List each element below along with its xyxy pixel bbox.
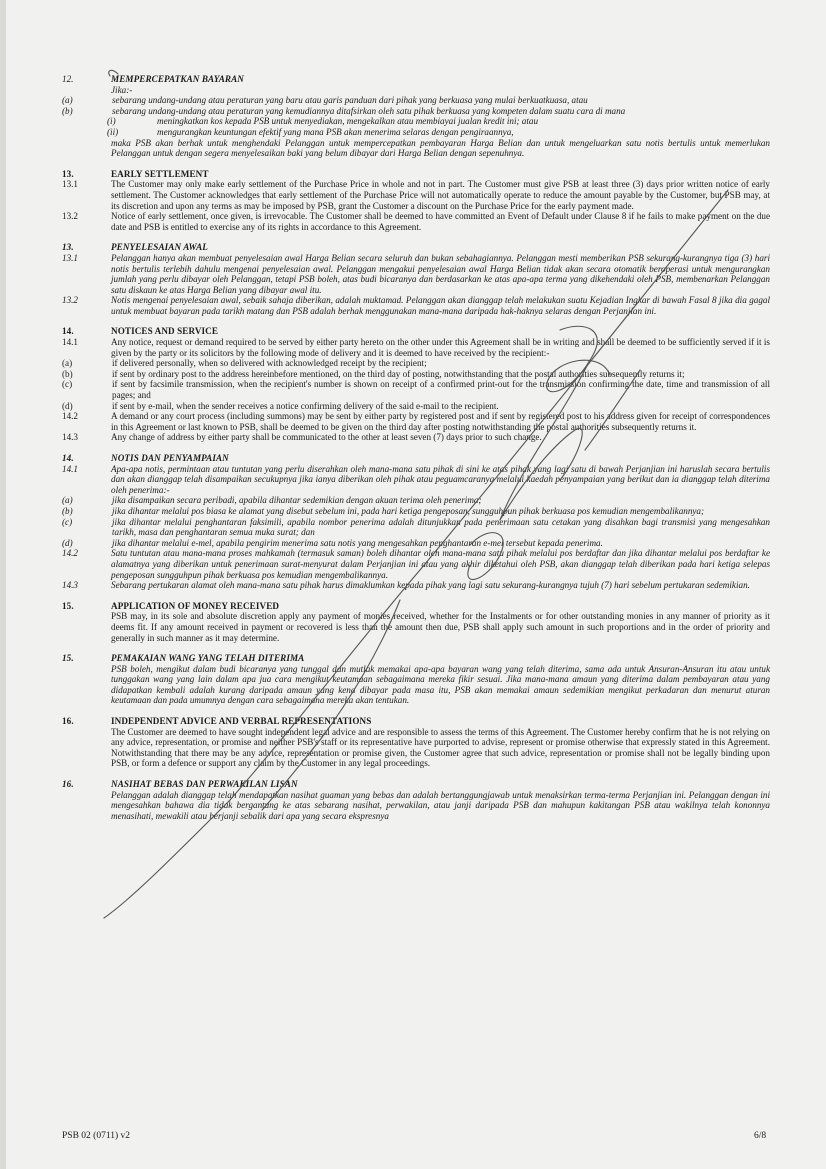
para-text: PSB boleh, mengikut dalam budi bicaranya yang tunggal dan mutlak memakai apa-apa bayaran wang yang telah diterima, sama ada untuk Ansuran-Ansuran itu atau untuk tunggakan wang yang lain dalam apa jua cara mengikut keutamaan sebagaimana mereka fikir sesuai. Jika mana-mana amaun yang diterima dalam pembayaran atau yang didapatkan kembali adalah kurang daripada amaun yang kena dibayar pada masa itu, PSB akan memakai amaun sedemikian mengikut perkadaran dan menurut aturan keutamaan dan pada umumnya dengan cara sebagaimana mereka akan tentukan. [111,663,770,706]
clause-title: PENYELESAIAN AWAL [111,242,208,253]
para-number: 14.1 [62,463,78,474]
para-text: Any notice, request or demand required to be served by either party hereto on the other under this Agreement shall be in writing and shall be deemed to be sufficiently served if it is given by the party or its solicitors by the following mode of delivery and it is deemed to have received by the recipient:- [111,337,770,358]
para-number: 14.2 [62,411,78,422]
clause-title: MEMPERCEPATKAN BAYARAN [111,74,244,84]
para-number: 14.3 [62,580,78,591]
clause-number: 15. [62,653,74,664]
clause-13-malay [62,242,770,316]
clause-14-english [62,326,770,443]
para-number: 14.2 [62,548,78,559]
para-text: Pelanggan hanya akan membuat penyelesaian awal Harga Belian secara seluruh dan bukan sebahagiannya. Pelanggan mesti memberikan PSB sekurang-kurangnya tiga (3) hari notis bertulis terlebih dahulu mengenai penyelesaian awal. Pelanggan mengakui penyelesaian awal Harga Belian tidak akan secara otomatik beroperasi untuk mengurangkan jumlah yang perlu dibayar oleh Pelanggan, tetapi PSB boleh, atas budi bicaranya dan berdasarkan ke atas apa-apa terma yang dikehendaki oleh PSB, membenarkan Pelanggan satu diskaun ke atas Harga Belian yang dibayar awal itu. [111,252,770,295]
item-text: if sent by facsimile transmission, when the recipient's number is shown on receipt of a confirmed print-out for the transmission confirming the date, time and transmission of all pages; and [112,379,770,401]
clause-title: EARLY SETTLEMENT [111,168,209,179]
clause-12-malay [62,74,770,159]
item-text: if delivered personally, when so delivered with acknowledged receipt by the recipient; [112,358,427,369]
item-label: (d) [62,537,73,548]
clause-16-english [62,716,770,769]
item-text: if sent by ordinary post to the address hereinbefore mentioned, on the third day of posting, notwithstanding that the postal authorities subsequently returns it; [112,368,685,379]
item-label: (b) [62,368,73,379]
para-text: Notice of early settlement, once given, is irrevocable. The Customer shall be deemed to have committed an Event of Default under Clause 8 if he fails to make payment on the due date and PSB is entitled to exercise any of its rights in accordance to this Agreement. [111,211,770,232]
clause-title: NOTIS DAN PENYAMPAIAN [111,453,229,463]
clause-title: NOTICES AND SERVICE [111,326,219,337]
clause-number: 16. [62,779,74,790]
clause-number: 12. [62,74,74,84]
item-text: sebarang undang-undang atau peraturan yang baru atau garis panduan dari pihak yang berkuasa yang mulai berkuatkuasa, atau [112,95,588,106]
item-text: jika dihantar melalui penghantaran faksimili, apabila nombor penerima adalah ditunjukkan pada penerimaan satu cetakan yang disahkan bagi transmisi yang mengesahkan tarikh, masa dan penghantaran semua muka surat; dan [112,516,770,538]
para-text: Notis mengenai penyelesaian awal, sebaik sahaja diberikan, adalah muktamad. Pelanggan akan dianggap telah melakukan suatu Kejadian Ingkar di bawah Fasal 8 jika dia gagal untuk membuat bayaran pada tarikh matang dan PSB adalah berhak menggunakan mana-mana daripada hak-haknya selaras dengan Perjanjian ini. [111,295,770,316]
item-label: (b) [62,105,73,116]
subitem-label: (ii) [107,126,119,137]
item-label: (a) [62,495,73,506]
para-number: 14.3 [62,432,78,443]
para-text: Any change of address by either party shall be communicated to the other at least seven (7) days prior to such change. [111,432,542,443]
para-text: Apa-apa notis, permintaan atau tuntutan yang perlu diserahkan oleh mana-mana satu pihak di sini ke atas pihak yang lagi satu di bawah Perjanjian ini haruslah secara bertulis dan akan dianggap telah disampaikan secukupnya jika ianya diberikan oleh pihak atau peguamcaranya melalui kaedah penyampaian yang berikut dan ia dianggap telah diterima oleh penerima:- [111,463,770,495]
item-label: (a) [62,95,73,106]
para-text: Sebarang pertukaran alamat oleh mana-mana satu pihak harus dimaklumkan kepada pihak yang lagi satu sekurang-kurangnya tujuh (7) hari sebelum pertukaran sedemikian. [111,580,750,591]
para-number: 14.1 [62,337,78,348]
clause-number: 13. [62,168,74,179]
item-label: (b) [62,505,73,516]
item-text: jika dihantar melalui pos biasa ke alamat yang disebut sebelum ini, pada hari ketiga pengeposan, sungguhpun pihak berkuasa pos kemudian mengembalikannya; [112,505,705,516]
clause-16-malay [62,779,770,821]
item-label: (c) [62,516,73,527]
para-text: The Customer may only make early settlement of the Purchase Price in whole and not in part. The Customer must give PSB at least three (3) days prior written notice of early settlement. The Customer acknowledges that early settlement of the Purchase Price will not automatically operate to reduce the amount payable by the Customer, but PSB may, at its discretion and upon any terms as may be imposed by PSB, grant the Customer a discount on the Purchase Price for the early payment made. [111,179,770,211]
para-text: Pelanggan adalah dianggap telah mendapatkan nasihat guaman yang bebas dan adalah bertanggungjawab untuk menaksirkan terma-terma Perjanjian ini. Pelanggan dengan ini mengesahkan bahawa dia tidak bergantung ke atas sebarang nasihat, perwakilan, atau janji daripada PSB dan mahupun kakitangan PSB atau wakilnya telah kononnya menasihati, mewakili atau berjanji sebalik dari apa yang secara ekspresnya [111,789,770,821]
item-text: jika dihantar melalui e-mel, apabila pengirim menerima satu notis yang mengesahkan penghantaran e-mel tersebut kepada penerima. [112,537,603,548]
para-number: 13.2 [62,295,78,306]
clause-title: PEMAKAIAN WANG YANG TELAH DITERIMA [111,653,305,664]
para-text: PSB may, in its sole and absolute discretion apply any payment of monies received, whether for the Instalments or for other outstanding monies in any manner of priority as it deems fit. If any amount received in payment or recovered is less than the amount then due, PSB shall apply such amount in such proportions and in the order of priority and generally in such manner as it may determine. [111,611,770,643]
document-content [62,74,770,831]
clause-title: INDEPENDENT ADVICE AND VERBAL REPRESENTATIONS [111,716,372,727]
item-text: sebarang undang-undang atau peraturan yang kemudiannya ditafsirkan oleh satu pihak berkuasa yang kompeten dalam suatu cara di mana [112,105,626,116]
clause-number: 15. [62,600,74,611]
clause-tail: maka PSB akan berhak untuk menghendaki Pelanggan untuk mempercepatkan pembayaran Harga Belian dan untuk mengeluarkan satu notis bertulis untuk memerlukan Pelanggan untuk dengan segera menyelesaikan baki yang belum dibayar dari Harga Belian dengan sepenuhnya. [111,137,770,159]
clause-14-malay [62,453,770,591]
clause-13-english [62,169,770,233]
clause-title: APPLICATION OF MONEY RECEIVED [111,600,280,611]
para-number: 13.1 [62,179,78,190]
item-text: jika disampaikan secara peribadi, apabila dihantar sedemikian dengan akuan terima oleh penerima; [112,495,482,506]
clause-number: 14. [62,453,74,463]
item-label: (d) [62,400,73,411]
para-text: A demand or any court process (including summons) may be sent by either party by registered post and if sent by registered post to his address given for receipt of correspondences in this Agreement or last known to PSB, shall be deemed to be given on the third day after posting notwithstanding the postal authorities subsequently returns it. [111,411,770,432]
page-number: 6/8 [754,1131,767,1141]
clause-number: 14. [62,326,74,337]
clause-15-malay [62,653,770,706]
clause-number: 16. [62,716,74,727]
para-number: 13.2 [62,211,78,222]
para-number: 13.1 [62,252,78,263]
clause-title: NASIHAT BEBAS DAN PERWAKILAN LISAN [111,779,298,790]
para-text: Satu tuntutan atau mana-mana proses mahkamah (termasuk saman) boleh dihantar oleh mana-mana satu pihak melalui pos berdaftar dan jika dihantar melalui pos berdaftar ke alamatnya yang diberikan untuk penerimaan surat-menyurat dalam Perjanjian ini atau yang akhir diketahui oleh PSB, akan dianggap telah diberikan pada hari ketiga selepas pengeposan sungguhpun pihak berkuasa pos kemudian mengembalikannya. [111,548,770,580]
subitem-text: mengurangkan keuntungan efektif yang mana PSB akan menerima selaras dengan pengiraannya, [157,126,514,137]
item-label: (c) [62,379,73,390]
clause-number: 13. [62,242,74,253]
item-text: if sent by e-mail, when the sender receives a notice confirming delivery of the said e-mail to the recipient. [112,400,499,411]
form-code-footer: PSB 02 (0711) v2 [62,1131,131,1141]
clause-lead: Jika:- [111,84,133,95]
para-text: The Customer are deemed to have sought independent legal advice and are responsible to assess the terms of this Agreement. The Customer hereby confirm that he is not relying on any advice, representation, or promise and neither PSB's staff or its representative have purported to advise, represent or promise otherwise that expressly stated in this Agreement. Notwithstanding that there may be any advice, representation or promise given, the Customer agree that such advice, representation or promise shall not be legally binding upon PSB, or form a defence or support any claim by the Customer in any legal proceedings. [111,726,770,769]
clause-15-english [62,601,770,643]
subitem-text: meningkatkan kos kepada PSB untuk menyediakan, mengekalkan atau membiayai jualan kredit ini; atau [157,116,539,127]
subitem-label: (i) [107,116,116,127]
page-edge-shadow [0,0,6,1169]
item-label: (a) [62,358,73,369]
